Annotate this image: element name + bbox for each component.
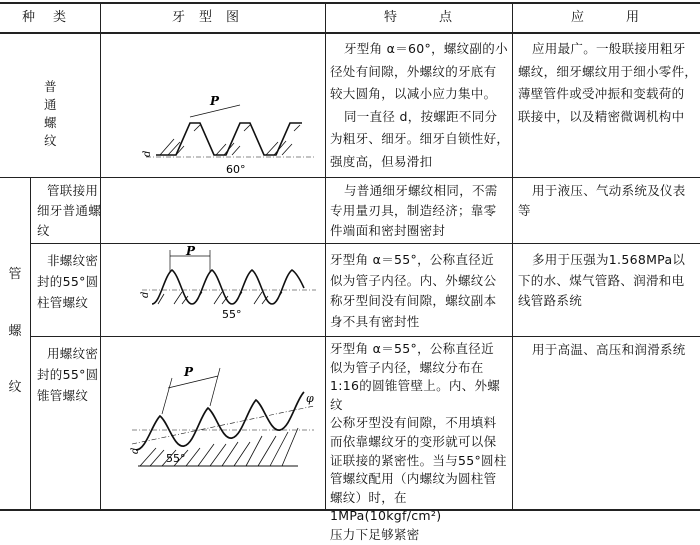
- cylindrical-pipe-thread-pitch-label: P: [186, 246, 196, 258]
- row1-bottom-border: [0, 177, 700, 178]
- features-pipe-fine-thread: 与普通细牙螺纹相同，不需 专用量刃具，制造经济；靠零 件端面和密封圈密封: [330, 183, 498, 238]
- row2-bottom-border: [30, 243, 700, 244]
- header-bottom-border: [0, 32, 700, 34]
- kind-ordinary-thread: 普 通 螺 纹: [44, 79, 57, 148]
- table-top-border: [0, 2, 700, 4]
- tapered-pipe-thread-angle-label: 55°: [166, 452, 186, 465]
- row3-bottom-border: [30, 336, 700, 337]
- cylindrical-pipe-thread-angle-label: 55°: [222, 308, 242, 321]
- ordinary-thread-profile-diagram: [140, 95, 320, 177]
- kind-tapered-pipe-thread: 用螺纹密 封的55°圆 锥管螺纹: [37, 346, 99, 403]
- tapered-pipe-thread-profile-diagram: [128, 358, 324, 488]
- cylindrical-pipe-thread-profile-diagram: [138, 246, 320, 334]
- column-divider-profile: [325, 2, 326, 509]
- features-cylindrical-pipe-thread: 牙型角 α＝55°，公称直径近 似为管子内径。内、外螺纹公 称牙型间没有间隙，螺纹副本 身不具有密封性: [330, 252, 497, 329]
- tapered-pipe-thread-pitch-label: P: [184, 365, 194, 379]
- header-profile: 牙 型 图: [172, 10, 242, 25]
- pipe-thread-group-char-2: 螺: [8, 324, 22, 339]
- ordinary-thread-angle-label: 60°: [226, 163, 246, 176]
- ordinary-thread-diameter-label: d: [142, 150, 153, 157]
- column-divider-features: [512, 2, 513, 509]
- header-application: 应 用: [571, 10, 642, 25]
- header-features: 特 点: [384, 10, 455, 25]
- tapered-pipe-thread-diameter-label: d: [130, 447, 141, 454]
- kind-pipe-fine-thread: 管联接用 细牙普通螺 纹: [37, 183, 102, 238]
- ordinary-thread-pitch-label: P: [210, 95, 220, 108]
- header-kind: 种 类: [22, 10, 69, 25]
- application-tapered-pipe-thread: 用于高温、高压和润滑系统: [532, 342, 686, 357]
- kind-cylindrical-pipe-thread: 非螺纹密 封的55°圆 柱管螺纹: [37, 253, 99, 310]
- cylindrical-pipe-thread-diameter-label: d: [140, 291, 151, 298]
- features-tapered-pipe-thread: 牙型角 α＝55°，公称直径近 似为管子内径，螺纹分布在 1:16的圆锥管壁上。内、外螺纹 公称牙型没有间隙，不用填料 而依靠螺纹牙的变形就可以保 证联接的紧密性。当与55°圆柱 管螺纹配用（内螺纹为圆柱管 螺纹）时，在1MPa(10kgf/cm²) 压力下足够紧密: [330, 341, 507, 542]
- tapered-pipe-thread-taper-label: φ: [306, 392, 314, 405]
- pipe-thread-group-char-3: 纹: [8, 380, 22, 395]
- features-ordinary-thread: 牙型角 α＝60°，螺纹副的小 径处有间隙，外螺纹的牙底有 较大圆角，以减小应力集中。 同一直径 d，按螺距不同分 为粗牙、细牙。细牙自锁性好， 强度高，但易滑扣: [330, 41, 510, 169]
- application-pipe-fine-thread: 用于液压、气动系统及仪表 等: [518, 183, 686, 218]
- column-divider-group: [30, 177, 31, 509]
- pipe-thread-group-char-1: 管: [8, 267, 22, 282]
- application-cylindrical-pipe-thread: 多用于压强为1.568MPa以 下的水、煤气管路、润滑和电 线管路系统: [518, 252, 686, 308]
- application-ordinary-thread: 应用最广。一般联接用粗牙 螺纹，细牙螺纹用于细小零件， 薄壁管件或受冲振和变载荷的 联接中，以及精密微调机构中: [518, 41, 698, 124]
